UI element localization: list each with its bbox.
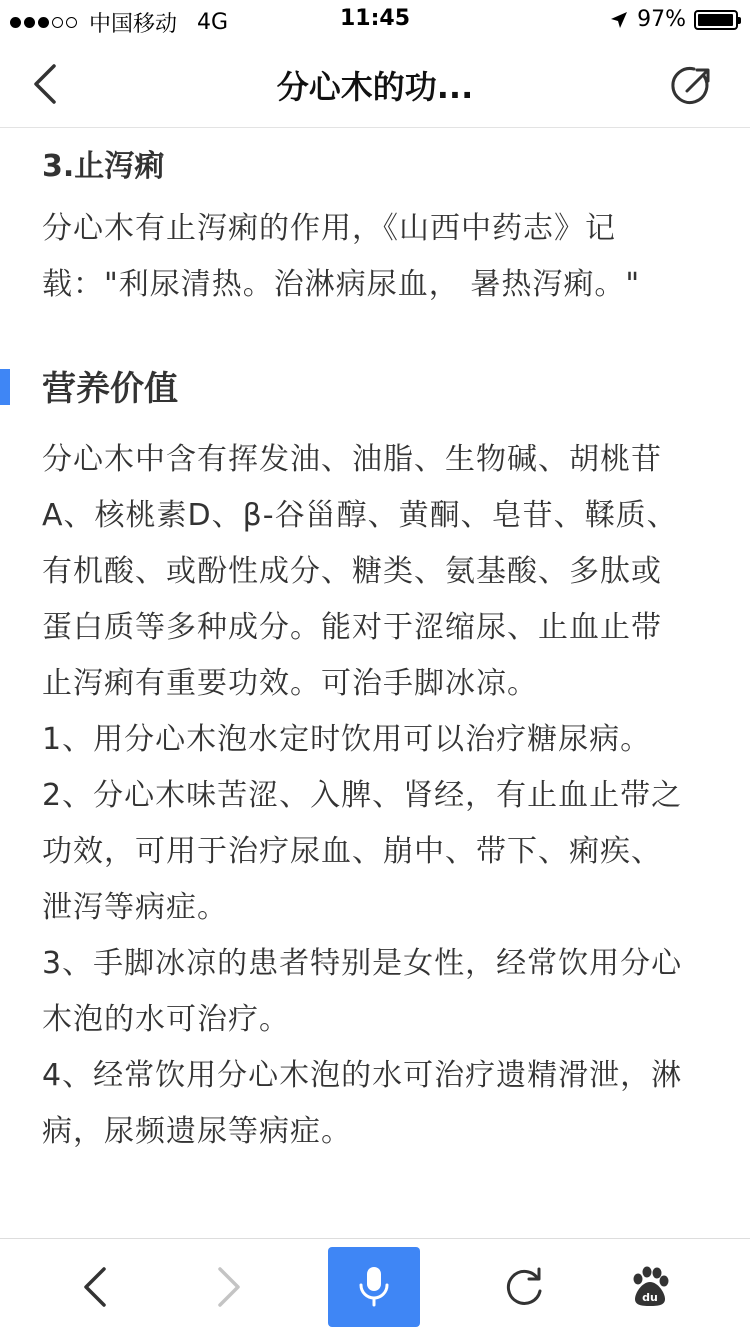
microphone-icon — [356, 1265, 392, 1309]
paragraph-line: 4、经常饮用分心木泡的水可治疗遗精滑泄，淋 — [42, 1058, 683, 1093]
carrier-name: 中国移动 — [89, 12, 178, 37]
baidu-home-button[interactable] — [604, 1247, 696, 1327]
chevron-right-icon — [208, 1265, 248, 1309]
navigation-bar — [0, 40, 750, 128]
paragraph-line: A、核桃素D、β-谷甾醇、黄酮、皂苷、鞣质、 — [42, 498, 678, 533]
share-arrow-icon — [670, 64, 714, 108]
battery-percent: 97% — [637, 7, 686, 32]
paragraph-line: 有机酸、或酚性成分、糖类、氨基酸、多肽或 — [42, 554, 662, 589]
section-accent-bar — [0, 369, 10, 405]
paragraph-line: 木泡的水可治疗。 — [42, 1002, 290, 1037]
paragraph-line: 1、用分心木泡水定时饮用可以治疗糖尿病。 — [42, 722, 652, 757]
page-title: 分心木的功... — [276, 68, 474, 106]
refresh-button[interactable] — [478, 1247, 570, 1327]
paragraph-line: 2、分心木味苦涩、入脾、肾经，有止血止带之 — [42, 778, 683, 813]
chevron-left-icon — [76, 1265, 116, 1309]
paragraph-line: 分心木有止泻痢的作用，《山西中药志》记 — [42, 211, 616, 246]
browser-back-button[interactable] — [50, 1247, 142, 1327]
paragraph-text — [42, 201, 712, 313]
browser-forward-button[interactable] — [182, 1247, 274, 1327]
baidu-paw-icon — [628, 1265, 672, 1309]
nutrition-paragraph — [42, 432, 712, 1160]
paragraph-line: 功效，可用于治疗尿血、崩中、带下、痢疾、 — [42, 834, 662, 869]
section-heading: 营养价值 — [42, 369, 178, 409]
sub-heading: 3.止泻痢 — [42, 149, 165, 184]
chevron-left-icon — [24, 60, 68, 108]
baidu-du-label: du — [642, 1291, 658, 1304]
paragraph-line: 止泻痢有重要功效。可治手脚冰凉。 — [42, 666, 538, 701]
network-type: 4G — [197, 10, 229, 35]
paragraph-line: 载："利尿清热。治淋病尿血， 暑热泻痢。" — [42, 267, 641, 302]
status-time: 11:45 — [339, 6, 411, 31]
paragraph-line: 病，尿频遗尿等病症。 — [42, 1114, 352, 1149]
location-arrow-icon — [609, 10, 629, 30]
bottom-toolbar — [0, 1238, 750, 1334]
share-button[interactable] — [670, 64, 714, 108]
paragraph-line: 蛋白质等多种成分。能对于涩缩尿、止血止带 — [42, 610, 662, 645]
refresh-icon — [502, 1265, 546, 1309]
battery-icon — [694, 10, 738, 30]
voice-search-button[interactable] — [328, 1247, 420, 1327]
paragraph-line: 3、手脚冰凉的患者特别是女性，经常饮用分心 — [42, 946, 683, 981]
paragraph-line: 泄泻等病症。 — [42, 890, 228, 925]
status-right — [609, 7, 738, 32]
back-button[interactable] — [24, 60, 68, 108]
paragraph-line: 分心木中含有挥发油、油脂、生物碱、胡桃苷 — [42, 442, 662, 477]
status-bar — [0, 0, 750, 40]
battery-fill — [698, 14, 733, 26]
